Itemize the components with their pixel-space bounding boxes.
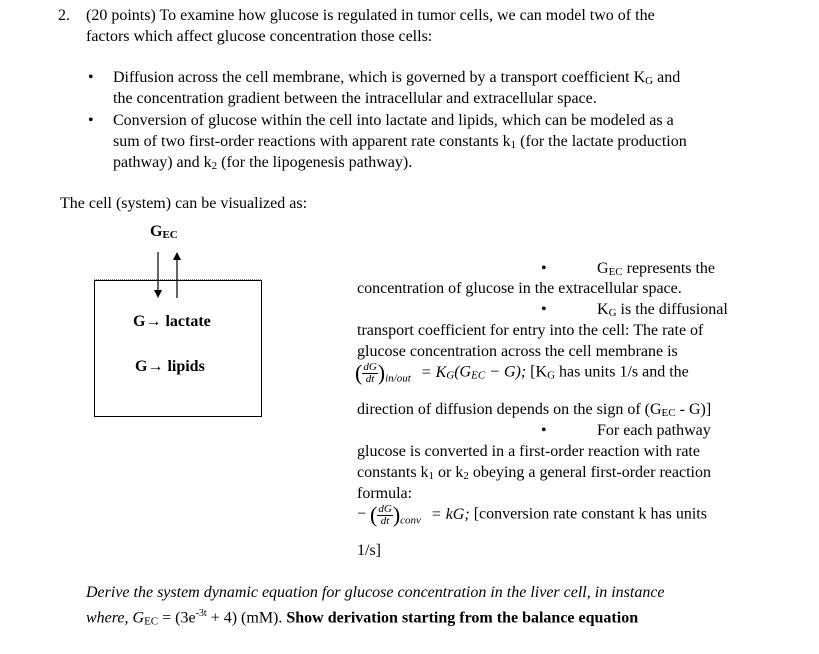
gec-def-line1: GEC represents the [597,260,716,278]
cell-diagram [90,250,270,420]
bullet-dot: • [541,301,547,318]
lactate-label: G→ lactate [133,313,211,330]
derive-line2: where, GEC = $(3e^{-3t} + 4)$ (mM). Show derivation starting from the balance equation [86,608,639,628]
pathway-line1: For each pathway [597,422,711,439]
bullet-dot: • [541,422,547,439]
bullet-2-line2: sum of two first-order reactions with apparent rate constants k1 (for the lactate production [113,133,687,151]
diffusion-direction-line: direction of diffusion depends on the sign of (GEC - G)] [357,401,712,419]
derive-line1: Derive the system dynamic equation for glucose concentration in the liver cell, in instance [86,584,665,601]
bullet-dot: • [541,260,547,277]
bullet-1-line2: the concentration gradient between the intracellular and extracellular space. [113,90,597,107]
system-caption: The cell (system) can be visualized as: [60,195,308,212]
kg-def-line2: transport coefficient for entry into the cell: The rate of [357,322,704,339]
kg-def-line1: KG is the diffusional [597,301,728,319]
pathway-line4: formula: [357,485,413,502]
bullet-1-line1: Diffusion across the cell membrane, which is governed by a transport coefficient KG and [113,69,681,87]
gec-label: GEC [150,223,178,241]
conversion-units-line: 1/s] [357,542,381,559]
bullet-2-line3: pathway) and k2 (for the lipogenesis pathway). [113,154,413,172]
pathway-line3: constants k1 or k2 obeying a general first-order reaction [357,464,711,482]
arrow-down-head [154,290,162,298]
equation-conversion: − ( $\frac{dG}{dt}$ )$_{conv}$ = kG; [conversion rate constant k has units [357,502,707,527]
bullet-dot: • [88,69,94,86]
equation-diffusion: ( $\frac{dG}{dt}$ )$_{in/out} = KG(GEC - G)$; [KG has units 1/s and the [355,360,689,385]
bullet-2-line1: Conversion of glucose within the cell into lactate and lipids, which can be modeled as a [113,112,674,129]
question-intro-line1: (20 points) To examine how glucose is regulated in tumor cells, we can model two of the [86,7,655,24]
question-intro-line2: factors which affect glucose concentration those cells: [86,28,433,45]
lipids-label: G→ lipids [135,358,205,375]
question-number: 2. [58,7,70,24]
kg-def-line3: glucose concentration across the cell membrane is [357,343,678,360]
arrow-up-head [173,252,181,260]
cell-box [95,281,262,417]
pathway-line2: glucose is converted in a first-order reaction with rate [357,443,700,460]
gec-def-line2: concentration of glucose in the extracellular space. [357,280,682,297]
bullet-dot: • [88,112,94,129]
